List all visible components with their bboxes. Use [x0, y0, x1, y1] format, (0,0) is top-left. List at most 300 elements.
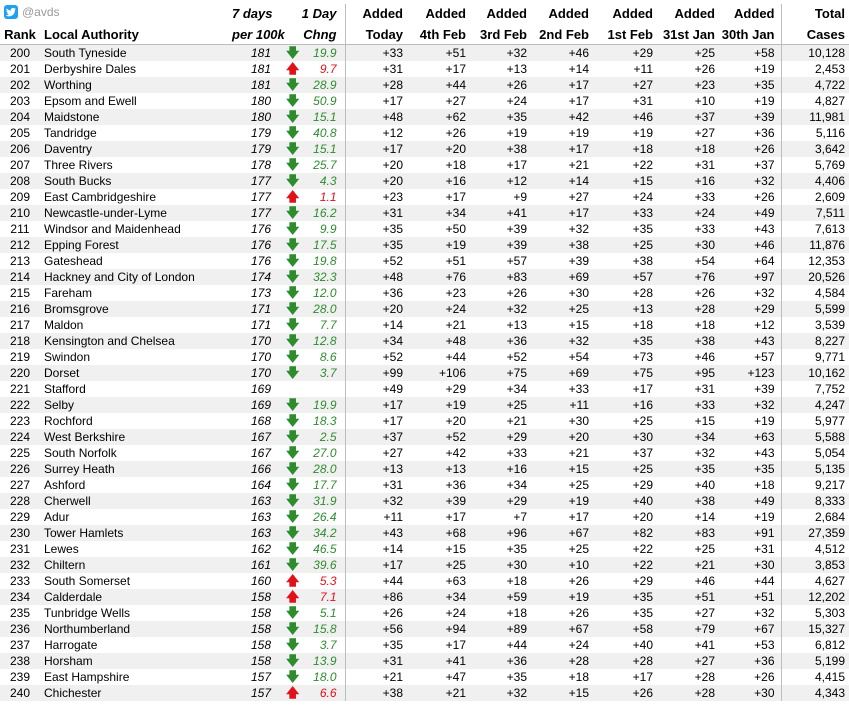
added-30jan-cell: +123 [721, 365, 781, 381]
day-change-value: 32.3 [313, 270, 337, 284]
added-31jan-cell: +28 [659, 685, 721, 701]
authority-cell: Swindon [44, 350, 91, 364]
table-row [0, 77, 849, 93]
added-today-cell: +99 [345, 365, 409, 381]
rank-cell: 233 [9, 574, 31, 588]
added-30jan-cell: +43 [721, 333, 781, 349]
added-4feb-cell: +17 [445, 190, 466, 204]
total-cases-cell: 11,981 [781, 109, 849, 125]
per100k-cell: 163 [232, 493, 277, 509]
added-30jan-cell: +49 [721, 205, 781, 221]
day-change-cell [277, 189, 345, 205]
day-change-value: 1.1 [319, 190, 337, 204]
added-31jan-cell: +33 [659, 397, 721, 413]
added-30jan-cell: +44 [754, 574, 775, 588]
day-change-cell [277, 637, 345, 653]
added-today-cell: +27 [382, 446, 403, 460]
added-3feb-cell: +18 [506, 606, 527, 620]
added-today-cell: +31 [345, 653, 409, 669]
added-4feb-cell: +62 [409, 109, 472, 125]
added-2feb-cell: +38 [533, 237, 595, 253]
added-3feb-cell: +36 [472, 333, 533, 349]
per100k-cell: 157 [250, 670, 271, 684]
added-1feb-cell: +11 [633, 62, 653, 76]
header-added-30jan: 30th Jan [721, 23, 781, 45]
rank-cell: 201 [9, 62, 31, 76]
total-cases-cell: 10,162 [781, 365, 849, 381]
per100k-cell: 181 [232, 77, 277, 93]
table-row [0, 669, 849, 685]
authority-cell: Fareham [44, 286, 93, 300]
day-change-cell [277, 365, 345, 381]
added-2feb-cell: +69 [533, 269, 595, 285]
per100k-cell: 158 [232, 589, 277, 605]
added-1feb-cell: +27 [595, 77, 659, 93]
added-30jan-cell: +43 [754, 446, 775, 460]
per100k-cell: 179 [250, 126, 271, 140]
arrow-down-icon: 🡇 [286, 109, 300, 124]
per100k-cell: 181 [250, 62, 271, 76]
table-row [0, 573, 849, 589]
added-1feb-cell: +18 [595, 141, 659, 157]
header-added-2feb-top: Added [548, 6, 589, 21]
added-4feb-cell: +51 [445, 254, 466, 268]
total-cases-cell: 9,771 [781, 349, 849, 365]
day-change-cell [277, 157, 345, 173]
total-cases-cell: 5,977 [781, 413, 849, 429]
added-30jan-cell: +53 [754, 638, 775, 652]
authority-cell: Horsham [40, 653, 232, 669]
added-4feb-cell: +21 [445, 318, 466, 332]
added-1feb-cell: +28 [632, 286, 653, 300]
rank-cell: 207 [9, 158, 31, 172]
arrow-down-icon: 🡇 [286, 461, 300, 476]
added-31jan-cell: +26 [694, 62, 715, 76]
day-change-cell [277, 381, 345, 397]
added-2feb-cell: +20 [533, 429, 595, 445]
added-31jan-cell: +35 [659, 461, 721, 477]
total-cases-cell: 5,199 [781, 653, 849, 669]
added-31jan-cell: +38 [659, 333, 721, 349]
rank-cell: 213 [9, 254, 31, 268]
added-4feb-cell: +20 [409, 141, 472, 157]
added-4feb-cell: +44 [409, 77, 472, 93]
total-cases-cell: 5,303 [781, 605, 849, 621]
arrow-down-icon: 🡇 [286, 141, 300, 156]
added-31jan-cell: +27 [694, 606, 715, 620]
total-cases-cell: 4,827 [781, 93, 849, 109]
added-30jan-cell: +39 [721, 109, 781, 125]
day-change-cell [277, 77, 345, 93]
per100k-cell: 158 [232, 653, 277, 669]
day-change-value: 28.9 [313, 78, 337, 92]
added-30jan-cell: +35 [721, 461, 781, 477]
added-1feb-cell: +28 [595, 653, 659, 669]
added-2feb-cell: +19 [533, 589, 595, 605]
total-cases-cell: 4,415 [781, 669, 849, 685]
header-added-1feb: 1st Feb [595, 23, 659, 45]
added-1feb-cell: +22 [595, 557, 659, 573]
added-3feb-cell: +39 [472, 237, 533, 253]
added-30jan-cell: +19 [754, 62, 775, 76]
added-4feb-cell: +106 [409, 365, 472, 381]
day-change-cell [277, 141, 345, 157]
per100k-cell: 176 [232, 237, 277, 253]
day-change-value: 15.1 [313, 142, 337, 156]
added-1feb-cell: +26 [595, 685, 659, 701]
added-31jan-cell: +32 [694, 446, 715, 460]
per100k-cell: 179 [232, 141, 277, 157]
added-1feb-cell: +20 [632, 510, 653, 524]
rank-cell: 230 [0, 525, 40, 541]
total-cases-cell: 2,684 [781, 509, 849, 525]
arrow-down-icon: 🡇 [286, 45, 300, 60]
added-today-cell: +17 [345, 141, 409, 157]
authority-cell: Stafford [44, 382, 86, 396]
per100k-cell: 169 [250, 382, 271, 396]
added-2feb-cell: +67 [533, 621, 595, 637]
added-today-cell: +38 [345, 685, 409, 701]
added-30jan-cell: +46 [721, 237, 781, 253]
total-cases-cell: 11,876 [781, 237, 849, 253]
added-2feb-cell: +25 [568, 542, 589, 556]
added-today-cell: +44 [382, 574, 403, 588]
added-31jan-cell: +37 [659, 109, 721, 125]
day-change-value: 26.4 [313, 510, 337, 524]
arrow-up-icon: 🡅 [286, 589, 300, 604]
table-row [0, 269, 849, 285]
authority-cell: South Tyneside [40, 45, 232, 62]
added-30jan-cell: +19 [754, 414, 775, 428]
arrow-down-icon: 🡇 [286, 605, 300, 620]
table-row [0, 45, 849, 62]
added-30jan-cell: +58 [721, 45, 781, 62]
handle-text: @avds [22, 5, 60, 19]
rank-cell: 211 [10, 222, 30, 236]
rank-cell: 205 [9, 126, 31, 140]
day-change-value: 40.8 [313, 126, 337, 140]
added-4feb-cell: +76 [409, 269, 472, 285]
added-4feb-cell: +17 [445, 62, 466, 76]
added-4feb-cell: +23 [445, 286, 466, 300]
header-1day: Chng [277, 23, 345, 45]
added-2feb-cell: +26 [568, 574, 589, 588]
added-today-cell: +35 [345, 237, 409, 253]
table-row [0, 525, 849, 541]
arrow-down-icon: 🡇 [286, 285, 300, 300]
total-cases-cell: 7,613 [781, 221, 849, 237]
arrow-down-icon: 🡇 [286, 493, 300, 508]
added-3feb-cell: +29 [472, 429, 533, 445]
added-2feb-cell: +14 [568, 62, 589, 76]
per100k-cell: 168 [250, 414, 271, 428]
day-change-cell [277, 333, 345, 349]
total-cases-cell: 5,769 [781, 157, 849, 173]
per100k-cell: 162 [250, 542, 271, 556]
rank-cell: 203 [9, 94, 31, 108]
added-3feb-cell: +26 [472, 77, 533, 93]
added-2feb-cell: +24 [568, 638, 589, 652]
added-2feb-cell: +39 [568, 254, 589, 268]
day-change-value: 18.3 [313, 414, 337, 428]
added-1feb-cell: +35 [632, 222, 653, 236]
added-2feb-cell: +11 [533, 397, 595, 413]
day-change-value: 6.6 [319, 686, 337, 700]
total-cases-cell: 4,406 [781, 173, 849, 189]
authority-cell: Lewes [44, 542, 79, 556]
added-3feb-cell: +89 [472, 621, 533, 637]
rank-cell: 239 [9, 670, 31, 684]
header-1day-top: 1 Day [277, 4, 345, 23]
table-row [0, 365, 849, 381]
twitter-handle [4, 5, 60, 19]
arrow-down-icon: 🡇 [286, 221, 300, 236]
authority-cell: Rochford [44, 414, 93, 428]
added-4feb-cell: +36 [445, 478, 466, 492]
cases-table [0, 4, 849, 701]
added-30jan-cell: +91 [721, 525, 781, 541]
added-31jan-cell: +51 [659, 589, 721, 605]
added-3feb-cell: +32 [472, 45, 533, 62]
authority-cell: South Norfolk [44, 446, 117, 460]
arrow-up-icon: 🡅 [286, 685, 300, 700]
added-today-cell: +36 [382, 286, 403, 300]
total-cases-cell: 10,128 [781, 45, 849, 62]
added-31jan-cell: +25 [659, 45, 721, 62]
table-row [0, 637, 849, 653]
total-cases-cell: 15,327 [781, 621, 849, 637]
added-4feb-cell: +19 [409, 397, 472, 413]
day-change-cell [277, 493, 345, 509]
added-31jan-cell: +25 [694, 542, 715, 556]
total-cases-cell: 5,054 [781, 445, 849, 461]
added-4feb-cell: +16 [409, 173, 472, 189]
added-1feb-cell: +40 [595, 493, 659, 509]
added-31jan-cell: +95 [659, 365, 721, 381]
per100k-cell: 157 [232, 685, 277, 701]
added-3feb-cell: +21 [506, 414, 527, 428]
arrow-down-icon: 🡇 [286, 637, 300, 652]
day-change-value: 39.6 [313, 558, 337, 572]
rank-cell: 200 [0, 45, 40, 62]
added-1feb-cell: +35 [632, 606, 653, 620]
arrow-down-icon: 🡇 [286, 173, 300, 188]
day-change-cell [277, 205, 345, 221]
day-change-value: 19.8 [313, 254, 337, 268]
added-30jan-cell: +19 [754, 510, 775, 524]
day-change-value: 46.5 [313, 542, 337, 556]
added-1feb-cell: +73 [632, 350, 653, 364]
added-3feb-cell: +17 [506, 158, 527, 172]
arrow-down-icon: 🡇 [286, 621, 300, 636]
rank-cell: 222 [0, 397, 40, 413]
added-3feb-cell: +12 [472, 173, 533, 189]
added-2feb-cell: +10 [533, 557, 595, 573]
day-change-cell [277, 109, 345, 125]
added-today-cell: +48 [345, 109, 409, 125]
added-3feb-cell: +96 [472, 525, 533, 541]
arrow-down-icon: 🡇 [286, 349, 300, 364]
added-4feb-cell: +15 [445, 542, 466, 556]
table-row [0, 461, 849, 477]
added-today-cell: +17 [382, 414, 403, 428]
added-2feb-cell: +54 [568, 350, 589, 364]
arrow-down-icon: 🡇 [286, 397, 300, 412]
added-31jan-cell: +28 [659, 301, 721, 317]
rank-cell: 232 [0, 557, 40, 573]
added-1feb-cell: +17 [632, 670, 653, 684]
day-change-cell [277, 269, 345, 285]
added-1feb-cell: +15 [595, 173, 659, 189]
authority-cell: Epping Forest [40, 237, 232, 253]
added-4feb-cell: +26 [445, 126, 466, 140]
header-rank: Rank [0, 23, 40, 45]
day-change-value: 16.2 [313, 206, 337, 220]
table-row [0, 285, 849, 301]
rank-cell: 202 [0, 77, 40, 93]
total-cases-cell: 3,853 [781, 557, 849, 573]
added-today-cell: +20 [382, 158, 403, 172]
day-change-cell [277, 173, 345, 189]
day-change-cell [277, 397, 345, 413]
added-2feb-cell: +25 [568, 478, 589, 492]
day-change-value: 13.9 [313, 654, 337, 668]
authority-cell: Derbyshire Dales [44, 62, 137, 76]
added-3feb-cell: +9 [513, 190, 527, 204]
added-2feb-cell: +30 [568, 414, 589, 428]
added-today-cell: +20 [345, 301, 409, 317]
day-change-value: 15.1 [313, 110, 337, 124]
added-1feb-cell: +35 [595, 589, 659, 605]
day-change-cell [277, 237, 345, 253]
per100k-cell: 163 [232, 525, 277, 541]
total-cases-cell: 4,343 [781, 685, 849, 701]
added-4feb-cell: +34 [409, 589, 472, 605]
table-row [0, 189, 849, 205]
added-3feb-cell: +59 [472, 589, 533, 605]
added-2feb-cell: +32 [568, 222, 589, 236]
table-row [0, 61, 849, 77]
added-today-cell: +28 [345, 77, 409, 93]
total-cases-cell: 5,588 [781, 429, 849, 445]
added-1feb-cell: +19 [632, 126, 653, 140]
table-row [0, 237, 849, 253]
added-31jan-cell: +28 [694, 670, 715, 684]
rank-cell: 219 [9, 350, 31, 364]
arrow-down-icon: 🡇 [286, 653, 300, 668]
added-30jan-cell: +26 [721, 141, 781, 157]
table-row [0, 173, 849, 189]
added-today-cell: +52 [382, 350, 403, 364]
added-2feb-cell: +15 [568, 318, 589, 332]
added-31jan-cell: +83 [659, 525, 721, 541]
added-31jan-cell: +41 [694, 638, 715, 652]
day-change-cell [277, 285, 345, 301]
rank-cell: 240 [0, 685, 40, 701]
added-31jan-cell: +27 [659, 653, 721, 669]
added-30jan-cell: +43 [754, 222, 775, 236]
added-2feb-cell: +26 [568, 606, 589, 620]
arrow-down-icon: 🡇 [286, 365, 300, 380]
day-change-cell [277, 349, 345, 365]
authority-cell: Dorset [40, 365, 232, 381]
day-change-cell [277, 445, 345, 461]
authority-cell: Northumberland [40, 621, 232, 637]
added-1feb-cell: +31 [632, 94, 653, 108]
added-today-cell: +11 [383, 510, 403, 524]
day-change-value: 34.2 [313, 526, 337, 540]
added-3feb-cell: +7 [513, 510, 527, 524]
added-31jan-cell: +24 [659, 205, 721, 221]
day-change-cell [277, 573, 345, 589]
day-change-cell [277, 461, 345, 477]
arrow-down-icon: 🡇 [286, 301, 300, 316]
added-3feb-cell: +24 [506, 94, 527, 108]
arrow-down-icon: 🡇 [286, 333, 300, 348]
rank-cell: 223 [9, 414, 31, 428]
arrow-down-icon: 🡇 [286, 317, 300, 332]
day-change-value: 25.7 [313, 158, 337, 172]
added-1feb-cell: +46 [595, 109, 659, 125]
table-row [0, 653, 849, 669]
added-4feb-cell: +63 [445, 574, 466, 588]
per100k-cell: 170 [250, 350, 271, 364]
added-4feb-cell: +42 [445, 446, 466, 460]
added-4feb-cell: +17 [445, 510, 466, 524]
added-2feb-cell: +14 [533, 173, 595, 189]
added-today-cell: +26 [382, 606, 403, 620]
added-today-cell: +31 [345, 205, 409, 221]
per100k-cell: 167 [250, 446, 271, 460]
per100k-cell: 177 [232, 173, 277, 189]
added-today-cell: +23 [382, 190, 403, 204]
authority-cell: Worthing [40, 77, 232, 93]
authority-cell: Tower Hamlets [40, 525, 232, 541]
added-today-cell: +43 [345, 525, 409, 541]
authority-cell: Calderdale [40, 589, 232, 605]
added-2feb-cell: +19 [533, 493, 595, 509]
added-2feb-cell: +27 [568, 190, 589, 204]
per100k-cell: 181 [232, 45, 277, 62]
added-4feb-cell: +29 [445, 382, 466, 396]
added-4feb-cell: +19 [409, 237, 472, 253]
added-2feb-cell: +19 [568, 126, 589, 140]
added-31jan-cell: +16 [659, 173, 721, 189]
authority-cell: Daventry [40, 141, 232, 157]
added-1feb-cell: +25 [595, 461, 659, 477]
added-3feb-cell: +19 [506, 126, 527, 140]
added-1feb-cell: +29 [632, 478, 653, 492]
added-30jan-cell: +67 [721, 621, 781, 637]
authority-cell: Newcastle-under-Lyme [40, 205, 232, 221]
per100k-cell: 169 [232, 397, 277, 413]
arrow-down-icon: 🡇 [286, 525, 300, 540]
table-row [0, 317, 849, 333]
rank-cell: 210 [0, 205, 40, 221]
added-1feb-cell: +35 [595, 333, 659, 349]
added-30jan-cell: +29 [721, 301, 781, 317]
rank-cell: 226 [0, 461, 40, 477]
added-30jan-cell: +63 [721, 429, 781, 445]
rank-cell: 215 [9, 286, 31, 300]
arrow-down-icon: 🡇 [286, 77, 300, 92]
added-31jan-cell: +34 [659, 429, 721, 445]
added-31jan-cell: +54 [694, 254, 715, 268]
total-cases-cell: 5,135 [781, 461, 849, 477]
added-1feb-cell: +33 [595, 205, 659, 221]
header-added-today-top: Added [362, 6, 403, 21]
arrow-up-icon: 🡅 [286, 573, 300, 588]
